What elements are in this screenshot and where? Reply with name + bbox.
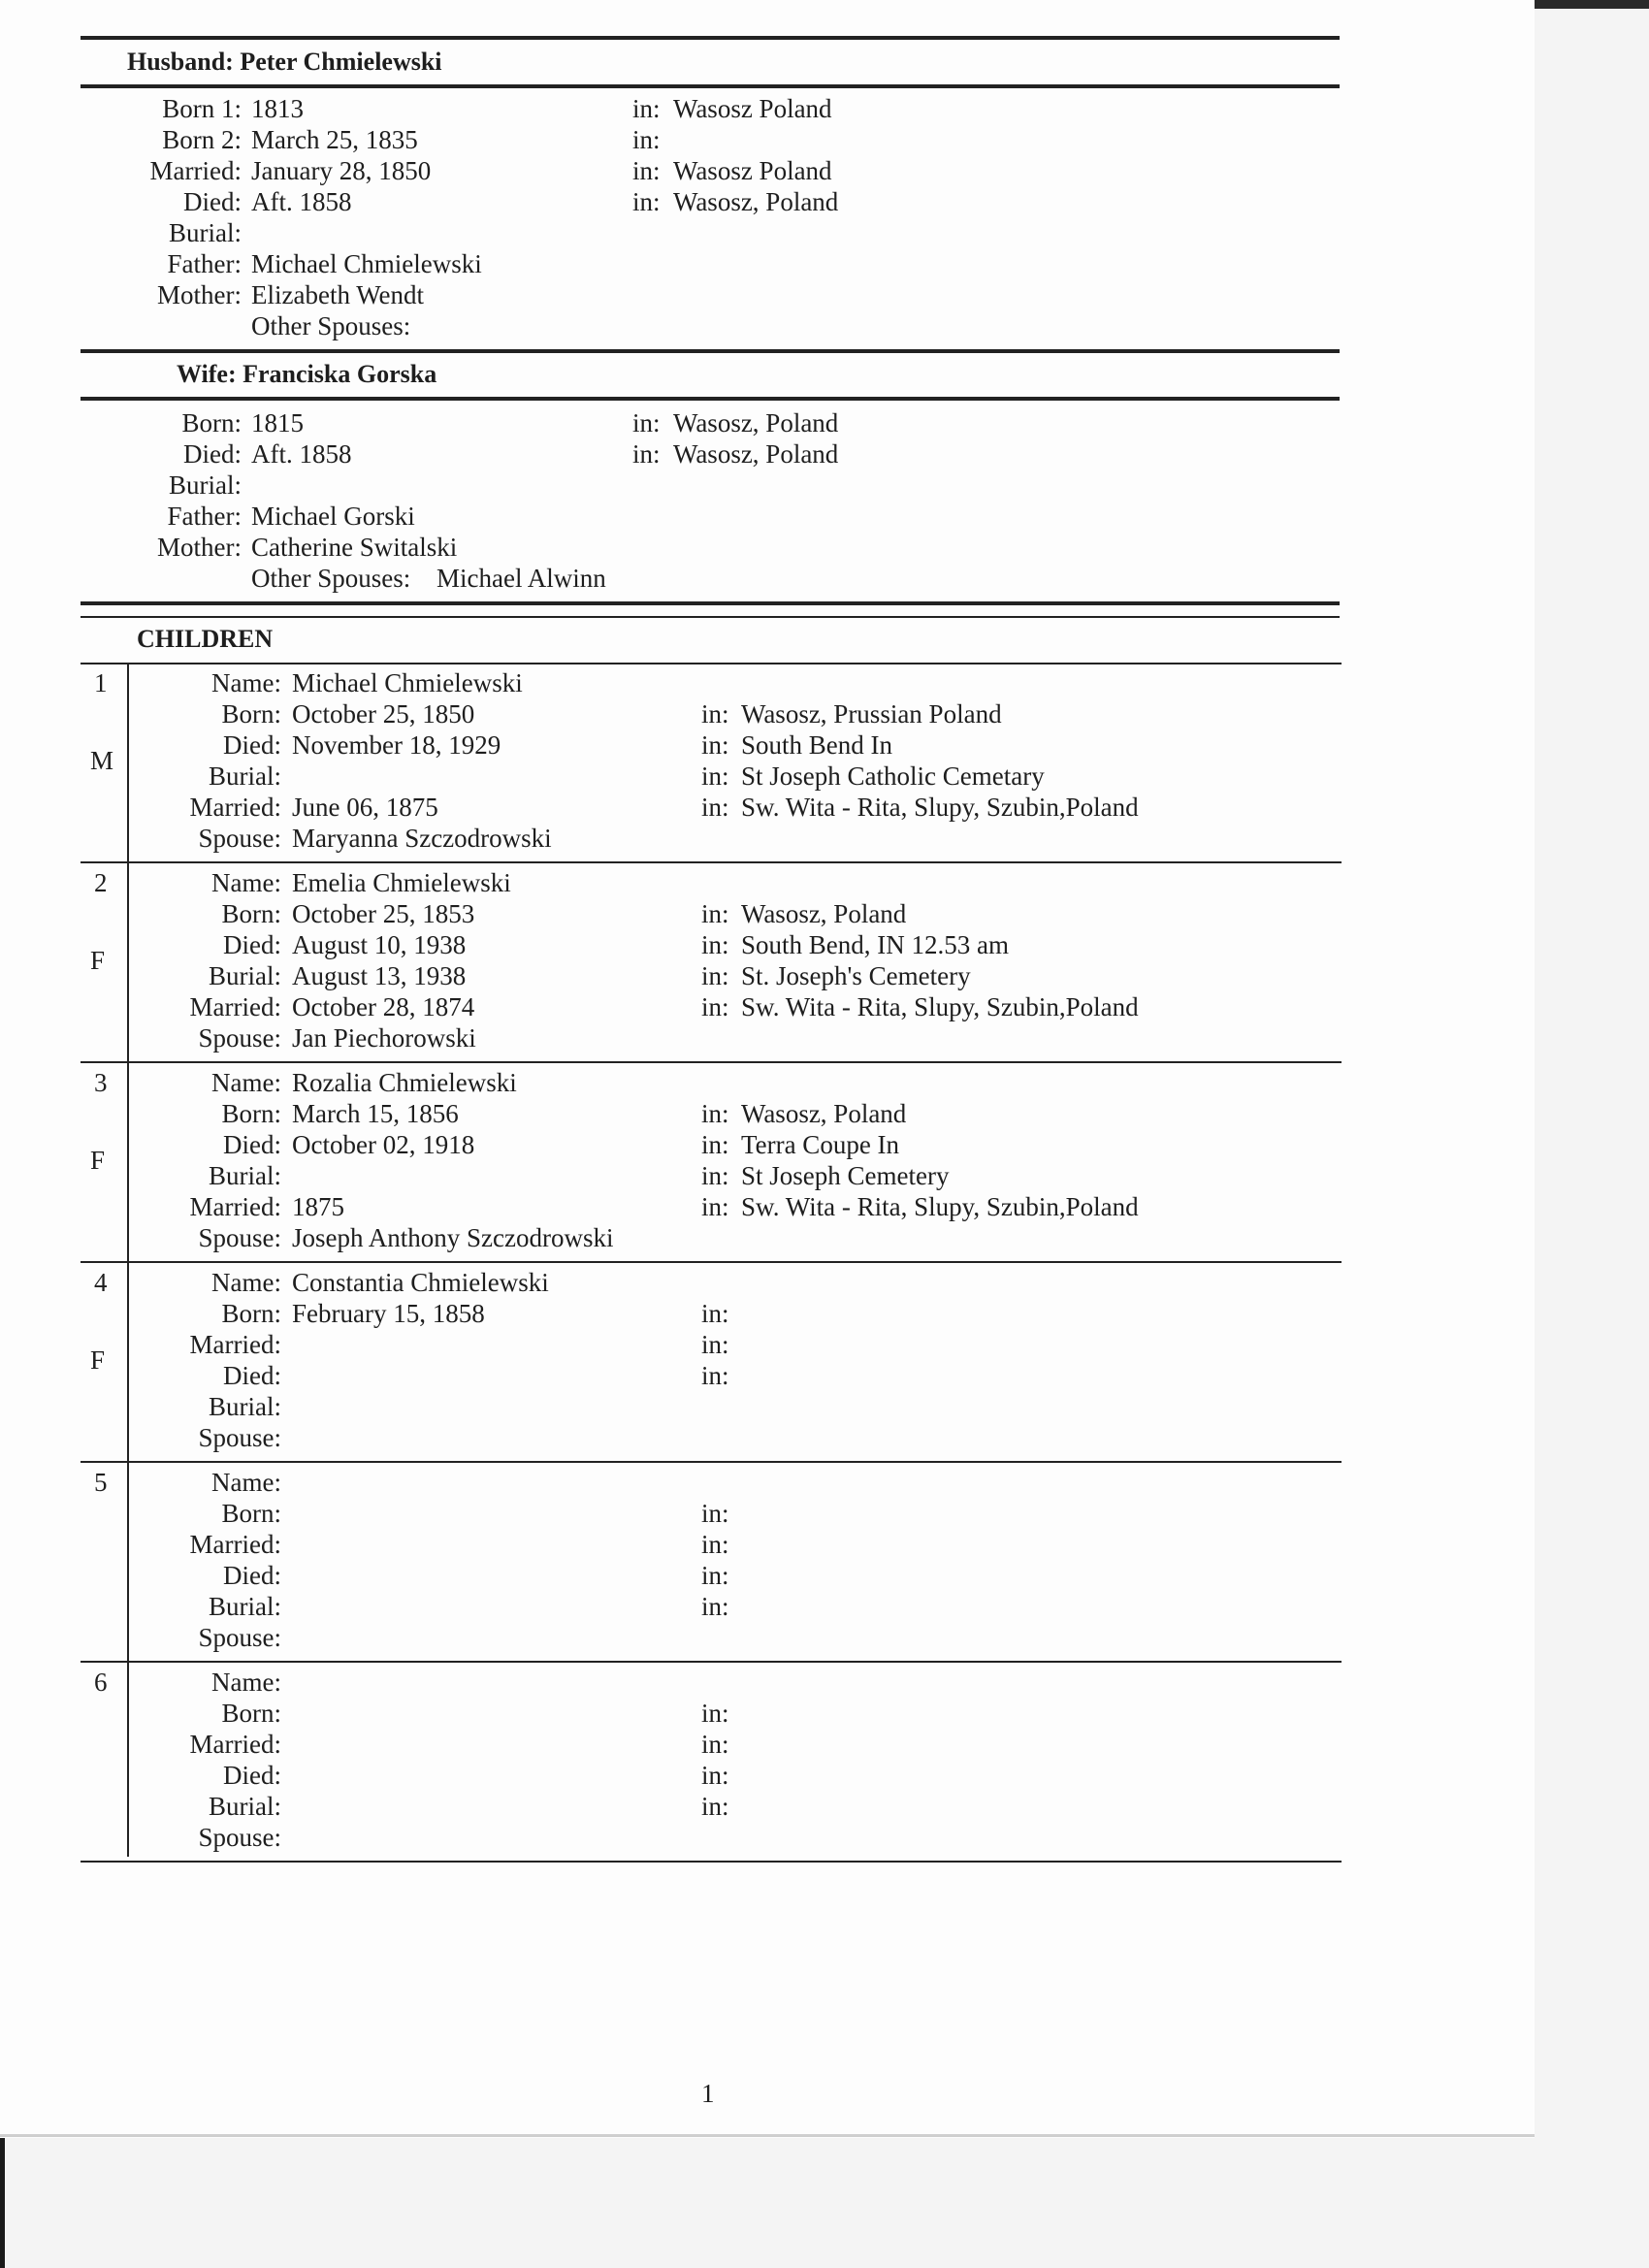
field-label: Born: (221, 899, 281, 928)
field-value: Rozalia Chmielewski (292, 1068, 517, 1097)
child-number: 4 (94, 1268, 108, 1297)
field-label: Died: (223, 930, 281, 959)
field-label: Died: (183, 187, 242, 216)
in-label: in: (701, 1330, 729, 1359)
place-value: Wasosz, Poland (673, 187, 839, 216)
field-label: Married: (149, 156, 242, 185)
place-value: Wasosz, Poland (673, 408, 839, 437)
other-spouses-label: Other Spouses: (251, 311, 411, 340)
place-value: South Bend In (741, 730, 893, 760)
field-label: Married: (189, 1192, 281, 1221)
field-label: Burial: (209, 1161, 281, 1190)
field-label: Name: (211, 668, 281, 697)
child-sex: F (90, 1345, 106, 1375)
rule (81, 663, 1342, 664)
child-sex: F (90, 1146, 106, 1175)
scan-edge (1535, 0, 1649, 9)
field-value: Constantia Chmielewski (292, 1268, 549, 1297)
in-label: in: (701, 899, 729, 928)
field-label: Married: (189, 1730, 281, 1759)
field-value: Elizabeth Wendt (251, 280, 425, 309)
in-label: in: (701, 1099, 729, 1128)
field-value: October 28, 1874 (292, 992, 475, 1021)
field-label: Name: (211, 1268, 281, 1297)
in-label: in: (701, 1161, 729, 1190)
field-label: Burial: (209, 1592, 281, 1621)
place-value: Sw. Wita - Rita, Slupy, Szubin,Poland (741, 793, 1139, 822)
field-label: Died: (223, 1130, 281, 1159)
in-label: in: (701, 1299, 729, 1328)
place-value: St. Joseph's Cemetery (741, 961, 971, 990)
child-sex: M (90, 746, 114, 775)
husband-heading-label: Husband: (127, 48, 234, 76)
wife-heading-label: Wife: (177, 360, 237, 388)
field-label: Burial: (209, 761, 281, 791)
field-value: October 02, 1918 (292, 1130, 475, 1159)
child-number: 1 (94, 668, 108, 697)
place-value: Wasosz, Prussian Poland (741, 699, 1002, 729)
in-label: in: (632, 408, 661, 437)
child-number: 3 (94, 1068, 108, 1097)
in-label: in: (701, 1361, 729, 1390)
field-label: Spouse: (198, 1023, 281, 1053)
field-value: Michael Chmielewski (292, 668, 523, 697)
other-spouses-label: Other Spouses: (251, 564, 411, 593)
field-label: Spouse: (198, 1823, 281, 1852)
in-label: in: (701, 1130, 729, 1159)
rule (81, 616, 1340, 618)
place-value: South Bend, IN 12.53 am (741, 930, 1009, 959)
field-value: Maryanna Szczodrowski (292, 824, 552, 853)
field-label: Burial: (209, 1392, 281, 1421)
field-label: Born 2: (162, 125, 242, 154)
in-label: in: (632, 187, 661, 216)
field-label: Born: (221, 1699, 281, 1728)
wife-name: Franciska Gorska (242, 360, 437, 388)
field-label: Name: (211, 1668, 281, 1697)
child-separator (81, 1661, 1342, 1663)
child-separator (81, 1861, 1342, 1863)
in-label: in: (701, 1761, 729, 1790)
field-label: Born: (181, 408, 242, 437)
field-label: Born: (221, 1299, 281, 1328)
child-number: 2 (94, 868, 108, 897)
field-label: Spouse: (198, 824, 281, 853)
field-label: Died: (223, 1561, 281, 1590)
field-label: Born 1: (162, 94, 242, 123)
wife-heading (177, 359, 436, 390)
husband-name: Peter Chmielewski (240, 48, 442, 76)
rule (81, 349, 1340, 353)
in-label: in: (632, 439, 661, 469)
field-label: Mother: (157, 280, 242, 309)
field-value: Emelia Chmielewski (292, 868, 511, 897)
field-label: Died: (223, 1361, 281, 1390)
other-spouses-value: Michael Alwinn (436, 564, 606, 593)
in-label: in: (701, 761, 729, 791)
place-value: Sw. Wita - Rita, Slupy, Szubin,Poland (741, 992, 1139, 1021)
field-value: 1875 (292, 1192, 344, 1221)
field-label: Spouse: (198, 1623, 281, 1652)
husband-heading (127, 47, 442, 78)
field-value: March 25, 1835 (251, 125, 418, 154)
field-label: Burial: (169, 470, 242, 500)
in-label: in: (701, 1192, 729, 1221)
in-label: in: (701, 699, 729, 729)
field-value: Jan Piechorowski (292, 1023, 476, 1053)
in-label: in: (632, 156, 661, 185)
place-value: Terra Coupe In (741, 1130, 900, 1159)
field-value: Aft. 1858 (251, 187, 352, 216)
place-value: Wasosz, Poland (741, 1099, 907, 1128)
field-label: Spouse: (198, 1223, 281, 1252)
place-value: Wasosz Poland (673, 94, 832, 123)
field-label: Married: (189, 992, 281, 1021)
in-label: in: (701, 930, 729, 959)
rule (81, 601, 1340, 605)
field-label: Died: (223, 730, 281, 760)
page-number: 1 (701, 2079, 715, 2108)
field-value: Catherine Switalski (251, 533, 458, 562)
field-label: Born: (221, 1499, 281, 1528)
child-sex: F (90, 946, 106, 975)
field-value: October 25, 1850 (292, 699, 475, 729)
in-label: in: (701, 793, 729, 822)
in-label: in: (701, 1792, 729, 1821)
field-value: Michael Chmielewski (251, 249, 482, 278)
in-label: in: (701, 1592, 729, 1621)
scan-edge-left (0, 2138, 5, 2268)
field-value: February 15, 1858 (292, 1299, 485, 1328)
field-label: Name: (211, 1068, 281, 1097)
in-label: in: (701, 961, 729, 990)
field-value: June 06, 1875 (292, 793, 438, 822)
field-label: Died: (223, 1761, 281, 1790)
place-value: Wasosz Poland (673, 156, 832, 185)
rule (81, 397, 1340, 401)
place-value: Wasosz, Poland (741, 899, 907, 928)
field-value: 1815 (251, 408, 304, 437)
field-value: 1813 (251, 94, 304, 123)
field-label: Father: (167, 502, 242, 531)
field-label: Name: (211, 1468, 281, 1497)
field-label: Burial: (169, 218, 242, 247)
in-label: in: (701, 1699, 729, 1728)
child-separator (81, 1461, 1342, 1463)
in-label: in: (701, 1561, 729, 1590)
place-value: Sw. Wita - Rita, Slupy, Szubin,Poland (741, 1192, 1139, 1221)
field-value: Michael Gorski (251, 502, 415, 531)
field-label: Married: (189, 1530, 281, 1559)
in-label: in: (632, 94, 661, 123)
child-separator (81, 1061, 1342, 1063)
place-value: St Joseph Cemetery (741, 1161, 950, 1190)
place-value: Wasosz, Poland (673, 439, 839, 469)
field-value: Aft. 1858 (251, 439, 352, 469)
field-label: Born: (221, 1099, 281, 1128)
field-label: Married: (189, 793, 281, 822)
field-value: August 10, 1938 (292, 930, 467, 959)
child-separator (81, 861, 1342, 863)
field-label: Burial: (209, 961, 281, 990)
child-number: 5 (94, 1468, 108, 1497)
husband-other-spouses (251, 310, 410, 341)
scan-edge-bottom (0, 2134, 1535, 2137)
field-label: Spouse: (198, 1423, 281, 1452)
in-label: in: (632, 125, 661, 154)
field-value: August 13, 1938 (292, 961, 467, 990)
field-label: Born: (221, 699, 281, 729)
in-label: in: (701, 1730, 729, 1759)
field-label: Burial: (209, 1792, 281, 1821)
field-value: November 18, 1929 (292, 730, 501, 760)
in-label: in: (701, 1530, 729, 1559)
field-label: Father: (167, 249, 242, 278)
field-label: Name: (211, 868, 281, 897)
wife-other-spouses (251, 563, 606, 594)
field-value: March 15, 1856 (292, 1099, 459, 1128)
field-label: Died: (183, 439, 242, 469)
field-label: Mother: (157, 533, 242, 562)
field-value: January 28, 1850 (251, 156, 432, 185)
children-heading: CHILDREN (137, 625, 274, 653)
rule (81, 84, 1340, 88)
rule (81, 36, 1340, 40)
in-label: in: (701, 992, 729, 1021)
in-label: in: (701, 730, 729, 760)
field-label: Married: (189, 1330, 281, 1359)
in-label: in: (701, 1499, 729, 1528)
field-value: Joseph Anthony Szczodrowski (292, 1223, 614, 1252)
field-value: October 25, 1853 (292, 899, 475, 928)
child-separator (81, 1261, 1342, 1263)
child-number: 6 (94, 1668, 108, 1697)
place-value: St Joseph Catholic Cemetary (741, 761, 1045, 791)
